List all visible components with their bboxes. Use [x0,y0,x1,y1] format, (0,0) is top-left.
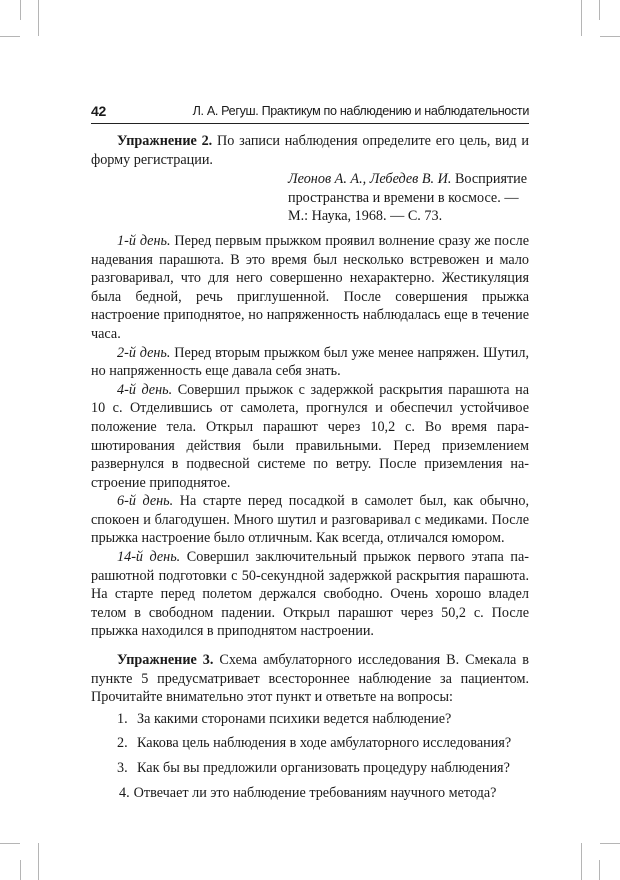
crop-mark-top-left-h [0,36,20,37]
day-label: 1-й день. [117,232,171,249]
question-number: 4. [119,784,130,801]
page-number: 42 [91,103,106,119]
question-list [91,710,529,802]
question-number: 2. [117,735,128,752]
day-label: 2-й день. [117,344,171,361]
exercise-2-text: По записи наблюдения определите его цель, вид и форму регистрации. [91,133,530,168]
day-text: Совершил заключительный прыжок первого этапа парашютной подготовки с 50-секундной задержкой раскрытия парашюта. На старте перед полетом держался свободно. Очень хорошо владел телом в свободном падении. Открыл парашют через 50,2 с. После прыжка находился в приподнятом настроении. [91,549,529,640]
diary-entry-day-4 [91,381,529,493]
crop-mark-bottom-left-h [0,843,20,844]
question-item [91,734,529,753]
section-gap [91,641,529,651]
question-text: Какова цель наблюдения в ходе амбулаторного исследования? [137,735,512,752]
crop-mark-bottom-left-v2 [20,860,21,880]
running-title: Л. А. Регуш. Практикум по наблюдению и наблюдательности [192,104,529,118]
exercise-3-intro [91,651,529,707]
exercise-2-title: Упражнение 2. [117,133,213,149]
exercise-3-title: Упражнение 3. [117,652,214,669]
diary-entry-day-1 [91,232,529,344]
question-text: Отвечает ли это наблюдение требованиям научного метода? [133,784,497,801]
crop-mark-top-left-v [38,0,39,36]
crop-mark-bottom-right-h [600,843,620,844]
day-text: На старте перед посадкой в самолет был, как обычно, спокоен и благодушен. Много шутил и разговаривал с медиками. После прыжка настроение было отличным. Как всегда, отличался юмором. [91,493,530,547]
crop-mark-bottom-right-v2 [599,860,600,880]
day-text: Совершил прыжок с задержкой раскрытия парашюта на 10 с. Отделившись от самолета, прогнулся и обеспечил устойчивое положение тела. Открыл парашют через 10,2 с. Во время парашютирования действия были правильными. Перед приземлением развернулся в подвесной системе по ветру. После приземления настроение приподнятое. [91,381,529,491]
day-label: 6-й день. [117,493,174,510]
day-text: Перед первым прыжком проявил волнение сразу же после надевания парашюта. В это время был несколько встревожен и мало разговаривал, что для него совершенно нехарактерно. Жестикуляция была бедной, речь приглушенной. После совершения прыжка настроение приподнятое, но напряженность наблюдалась еще в течение часа. [91,232,529,342]
diary-entry-day-2 [91,344,529,381]
running-header [91,101,529,124]
citation-authors: Леонов А. А., Лебедев В. И. [288,171,452,188]
crop-mark-top-right-v2 [599,0,600,20]
crop-mark-bottom-right-v [581,843,582,880]
question-text: За какими сторонами психики ведется наблюдение? [137,710,452,727]
page-body [91,132,529,808]
crop-mark-top-right-v [581,0,582,36]
crop-mark-top-right-h [600,36,620,37]
exercise-2-intro [91,132,529,169]
question-number: 3. [117,760,128,776]
citation [288,170,529,226]
citation-rest: Восприятие пространства и времени в космосе. — М.: Наука, 1968. — С. 73. [288,171,528,225]
question-text: Как бы вы предложили организовать процедуру наблюдения? [137,760,510,776]
diary-entry-day-14 [91,548,529,641]
question-item [91,710,529,729]
crop-mark-bottom-left-v [38,843,39,880]
question-item [91,784,529,803]
day-text: Перед вторым прыжком был уже менее напряжен. Шутил, но напряженность еще давала себя знать. [91,344,530,380]
day-label: 4-й день. [117,381,173,398]
question-item [91,759,529,778]
exercise-3-text: Схема амбулаторного исследования В. Смекала в пункте 5 предусматривает всестороннее наблюдение за пациентом. Прочитайте внимательно этот пункт и ответьте на вопросы: [91,652,529,706]
crop-mark-top-left-v2 [20,0,21,20]
diary-entry-day-6 [91,492,529,548]
question-number: 1. [117,710,128,727]
day-label: 14-й день. [117,549,181,566]
